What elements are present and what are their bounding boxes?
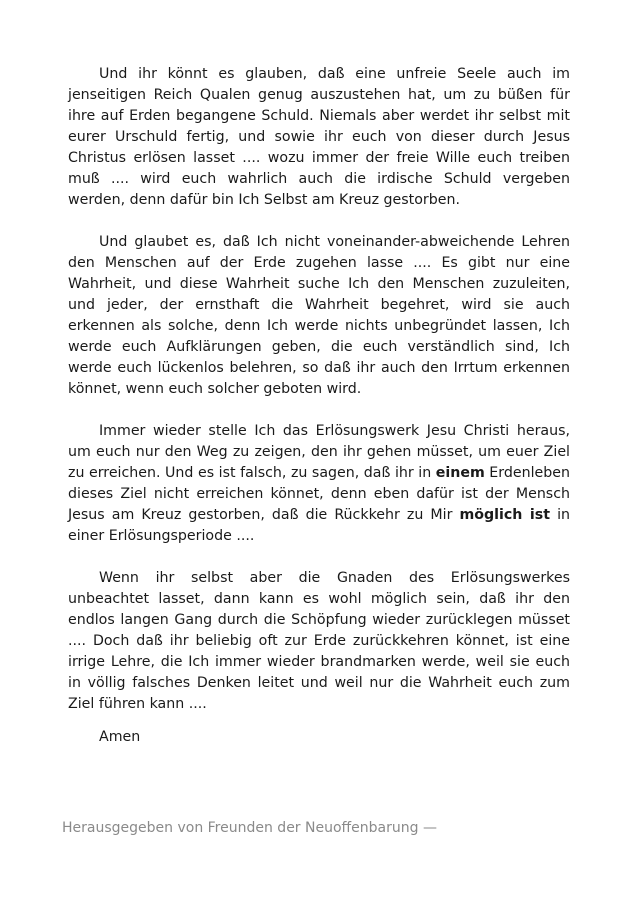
paragraph-3-text-c: in einer Erlösungsperiode .... — [68, 507, 570, 544]
paragraph-4-text: Wenn ihr selbst aber die Gnaden des Erlösungswerkes unbeachtet lasset, dann kann es wohl möglich sein, daß ihr den endlos langen Gang durch die Schöpfung wieder zurücklegen müsset .... Doch daß ihr beliebig oft zur Erde zurückkehren könnet, ist eine irrige Lehre, die Ich immer wieder brandmarken werde, weil sie euch in völlig falsches Denken leitet und weil nur die Wahrheit euch zum Ziel führen kann .... — [68, 570, 570, 712]
paragraph-3-text-b: Erdenleben dieses Ziel nicht erreichen könnet, denn eben dafür ist der Mensch Jesus am Kreuz gestorben, daß die Rückkehr zu Mir — [68, 465, 570, 523]
document-body — [68, 64, 570, 736]
paragraph-2-text: Und glaubet es, daß Ich nicht voneinander-abweichende Lehren den Menschen auf der Erde zugehen lasse .... Es gibt nur eine Wahrheit, und diese Wahrheit suche Ich den Menschen zuzuleiten, und jeder, der ernsthaft die Wahrheit begehret, wird sie auch erkennen als solche, denn Ich werde nichts unbegründet lassen, Ich werde euch Aufklärungen geben, die euch verständlich sind, Ich werde euch lückenlos belehren, so daß ihr auch den Irrtum erkennen könnet, wenn euch solcher geboten wird. — [68, 234, 570, 397]
paragraph-1-text: Und ihr könnt es glauben, daß eine unfreie Seele auch im jenseitigen Reich Qualen genug auszustehen hat, um zu büßen für ihre auf Erden begangene Schuld. Niemals aber werdet ihr selbst mit eurer Urschuld fertig, und sowie ihr euch von dieser durch Jesus Christus erlösen lasset .... wozu immer der freie Wille euch treiben muß .... wird euch wahrlich auch die irdische Schuld vergeben werden, denn dafür bin Ich Selbst am Kreuz gestorben. — [68, 66, 570, 208]
paragraph-3 — [68, 421, 570, 547]
paragraph-4 — [68, 568, 570, 715]
paragraph-3-text-a: Immer wieder stelle Ich das Erlösungswerk Jesu Christi heraus, um euch nur den Weg zu zeigen, den ihr gehen müsset, um euer Ziel zu erreichen. Und es ist falsch, zu sagen, daß ihr in — [68, 423, 570, 481]
paragraph-2 — [68, 232, 570, 400]
publisher-footer: Herausgegeben von Freunden der Neuoffenbarung — — [62, 820, 437, 836]
paragraph-1 — [68, 64, 570, 211]
emphasis-moeglich-ist: möglich ist — [459, 507, 550, 523]
emphasis-einem: einem — [435, 465, 485, 481]
closing-amen: Amen — [99, 729, 141, 745]
